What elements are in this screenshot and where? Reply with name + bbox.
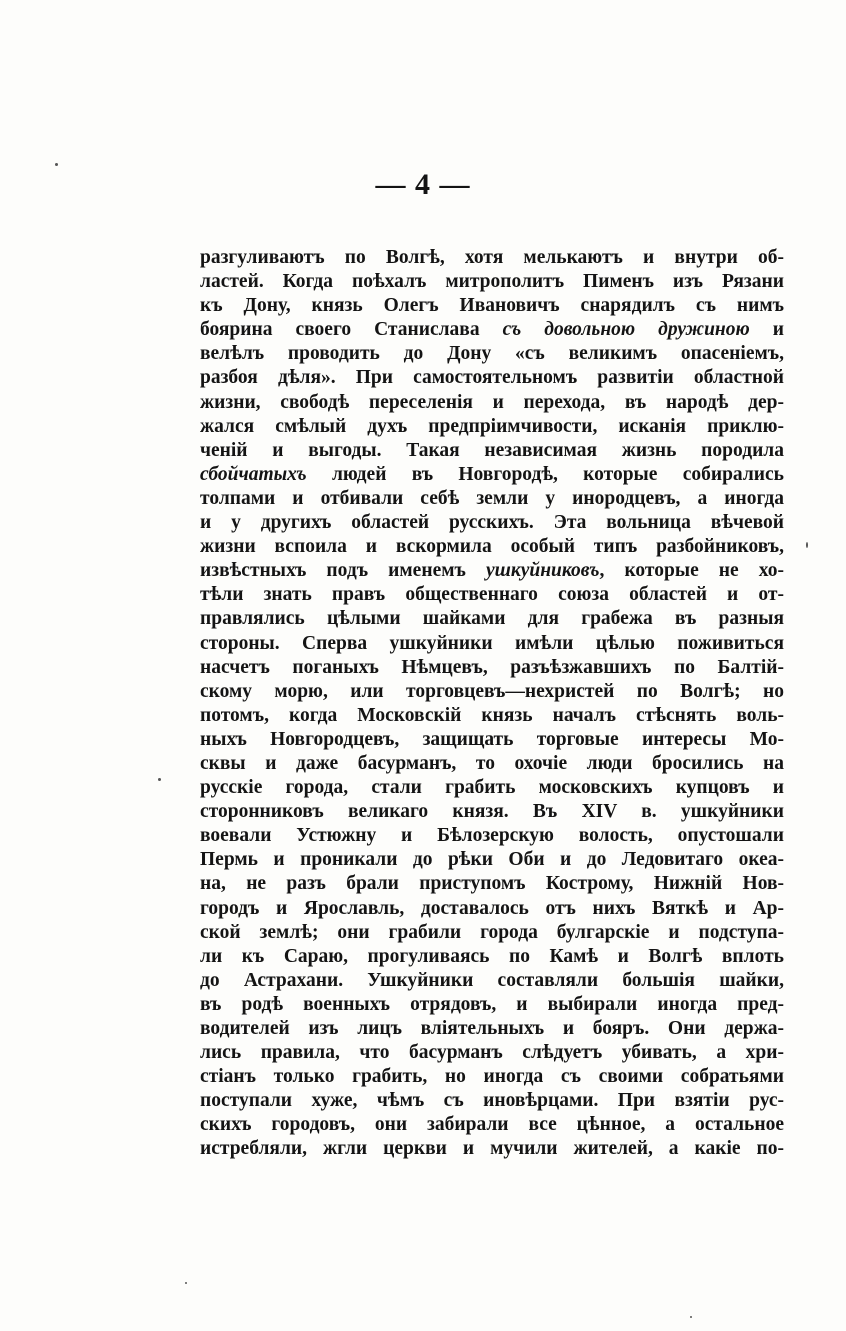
text-run: жизни вспоила и вскормила особый типъ разбойниковъ, bbox=[200, 536, 784, 558]
text-run: и bbox=[749, 319, 784, 341]
text-line bbox=[200, 439, 784, 463]
text-line bbox=[200, 824, 784, 848]
text-line bbox=[200, 342, 784, 366]
text-run: жался смѣлый духъ предпріимчивости, исканія приклю- bbox=[200, 415, 784, 437]
text-run: жизни, свободѣ переселенія и перехода, въ народѣ дер- bbox=[200, 391, 784, 413]
text-run: сторонниковъ великаго князя. Въ XIV в. ушкуйники bbox=[200, 801, 784, 823]
text-run: толпами и отбивали себѣ земли у инородцевъ, а иногда bbox=[200, 487, 784, 509]
text-line bbox=[200, 415, 784, 439]
text-run: поступали хуже, чѣмъ съ иновѣрцами. При взятіи рус- bbox=[200, 1090, 784, 1112]
text-line bbox=[200, 487, 784, 511]
text-line bbox=[200, 1041, 784, 1065]
text-line bbox=[200, 969, 784, 993]
text-run: водителей изъ лицъ вліятельныхъ и бояръ. Они держа- bbox=[200, 1018, 784, 1039]
text-run: сквы и даже басурманъ, то охочіе люди бросились на bbox=[200, 752, 784, 774]
text-line bbox=[200, 270, 784, 294]
text-line bbox=[200, 607, 784, 631]
print-speck bbox=[690, 1316, 692, 1318]
text-line bbox=[200, 632, 784, 656]
italic-phrase: ушкуйниковъ bbox=[485, 560, 600, 582]
text-run: на, не разъ брали приступомъ Кострому, Нижній Нов- bbox=[200, 873, 784, 895]
text-run: ластей. Когда поѣхалъ митрополитъ Пименъ изъ Рязани bbox=[200, 271, 784, 293]
text-run: людей въ Новгородѣ, которые собирались bbox=[306, 463, 784, 485]
text-line bbox=[200, 559, 784, 583]
print-speck bbox=[158, 778, 161, 781]
text-line bbox=[200, 511, 784, 535]
text-line bbox=[200, 993, 784, 1017]
text-line bbox=[200, 776, 784, 800]
text-run: къ Дону, князь Олегъ Ивановичъ снарядилъ съ нимъ bbox=[200, 295, 784, 317]
text-line bbox=[200, 1017, 784, 1041]
print-speck bbox=[185, 1282, 187, 1284]
text-line bbox=[200, 656, 784, 680]
text-line bbox=[200, 535, 784, 559]
text-run: правлялись цѣлыми шайками для грабежа въ разныя bbox=[200, 608, 784, 630]
text-run: , которые не хо- bbox=[599, 560, 784, 582]
text-line bbox=[200, 463, 784, 487]
text-run: разгуливаютъ по Волгѣ, хотя мелькаютъ и внутри об- bbox=[200, 247, 784, 268]
text-run: ныхъ Новгородцевъ, защищать торговые интересы Мо- bbox=[200, 728, 784, 750]
text-run: лись правила, что басурманъ слѣдуетъ убивать, а хри- bbox=[200, 1042, 784, 1064]
text-run: ченій и выгоды. Такая независимая жизнь породила bbox=[200, 439, 784, 461]
text-run: боярина своего Станислава bbox=[200, 319, 503, 341]
text-line bbox=[200, 752, 784, 776]
text-run: стороны. Сперва ушкуйники имѣли цѣлью поживиться bbox=[200, 632, 784, 654]
text-line bbox=[200, 680, 784, 704]
text-run: насчетъ поганыхъ Нѣмцевъ, разъѣзжавшихъ по Балтій- bbox=[200, 656, 784, 678]
page-number: — 4 — bbox=[375, 168, 471, 201]
text-run: тѣли знать правъ общественнаго союза областей и от- bbox=[200, 584, 784, 606]
text-run: Пермь и проникали до рѣки Оби и до Ледовитаго океа- bbox=[200, 849, 784, 871]
text-line bbox=[200, 897, 784, 921]
text-line bbox=[200, 583, 784, 607]
text-run: русскіе города, стали грабить московскихъ купцовъ и bbox=[200, 777, 784, 799]
text-line bbox=[200, 366, 784, 390]
text-run: велѣлъ проводить до Дону «съ великимъ опасеніемъ, bbox=[200, 343, 784, 365]
text-run: истребляли, жгли церкви и мучили жителей, а какіе по- bbox=[200, 1138, 784, 1160]
text-run: разбоя дѣля». При самостоятельномъ развитіи областной bbox=[200, 367, 784, 389]
text-line bbox=[200, 872, 784, 896]
text-line bbox=[200, 1065, 784, 1089]
text-line bbox=[200, 294, 784, 318]
text-line bbox=[200, 1137, 784, 1161]
text-run: скому морю, или торговцевъ—нехристей по Волгѣ; но bbox=[200, 680, 784, 702]
text-run: ли къ Сараю, прогуливаясь по Камѣ и Волгѣ вплоть bbox=[200, 945, 784, 967]
italic-phrase: сбойчатыхъ bbox=[200, 463, 307, 485]
print-speck bbox=[55, 163, 58, 166]
body-text bbox=[200, 246, 784, 1162]
text-line bbox=[200, 921, 784, 945]
text-run: стіанъ только грабить, но иногда съ своими собратьями bbox=[200, 1066, 784, 1088]
text-line bbox=[200, 1089, 784, 1113]
text-line bbox=[200, 246, 784, 270]
print-speck bbox=[806, 542, 808, 548]
text-line bbox=[200, 391, 784, 415]
text-run: и у другихъ областей русскихъ. Эта вольница вѣчевой bbox=[200, 512, 784, 534]
text-run: воевали Устюжну и Бѣлозерскую волость, опустошали bbox=[200, 825, 784, 847]
text-line bbox=[200, 318, 784, 342]
text-run: городъ и Ярославль, доставалось отъ нихъ Вяткѣ и Ар- bbox=[200, 897, 784, 919]
text-line bbox=[200, 1113, 784, 1137]
italic-phrase: съ довольною дружиною bbox=[502, 319, 750, 341]
text-run: до Астрахани. Ушкуйники составляли большія шайки, bbox=[200, 969, 784, 991]
text-run: извѣстныхъ подъ именемъ bbox=[200, 560, 486, 582]
text-line bbox=[200, 728, 784, 752]
text-run: потомъ, когда Московскій князь началъ стѣснять воль- bbox=[200, 704, 784, 726]
text-line bbox=[200, 848, 784, 872]
text-line bbox=[200, 945, 784, 969]
text-line bbox=[200, 800, 784, 824]
text-run: ской землѣ; они грабили города булгарскіе и подступа- bbox=[200, 921, 784, 943]
text-line bbox=[200, 704, 784, 728]
text-run: скихъ городовъ, они забирали все цѣнное, а остальное bbox=[200, 1114, 784, 1136]
text-run: въ родѣ военныхъ отрядовъ, и выбирали иногда пред- bbox=[200, 993, 784, 1015]
